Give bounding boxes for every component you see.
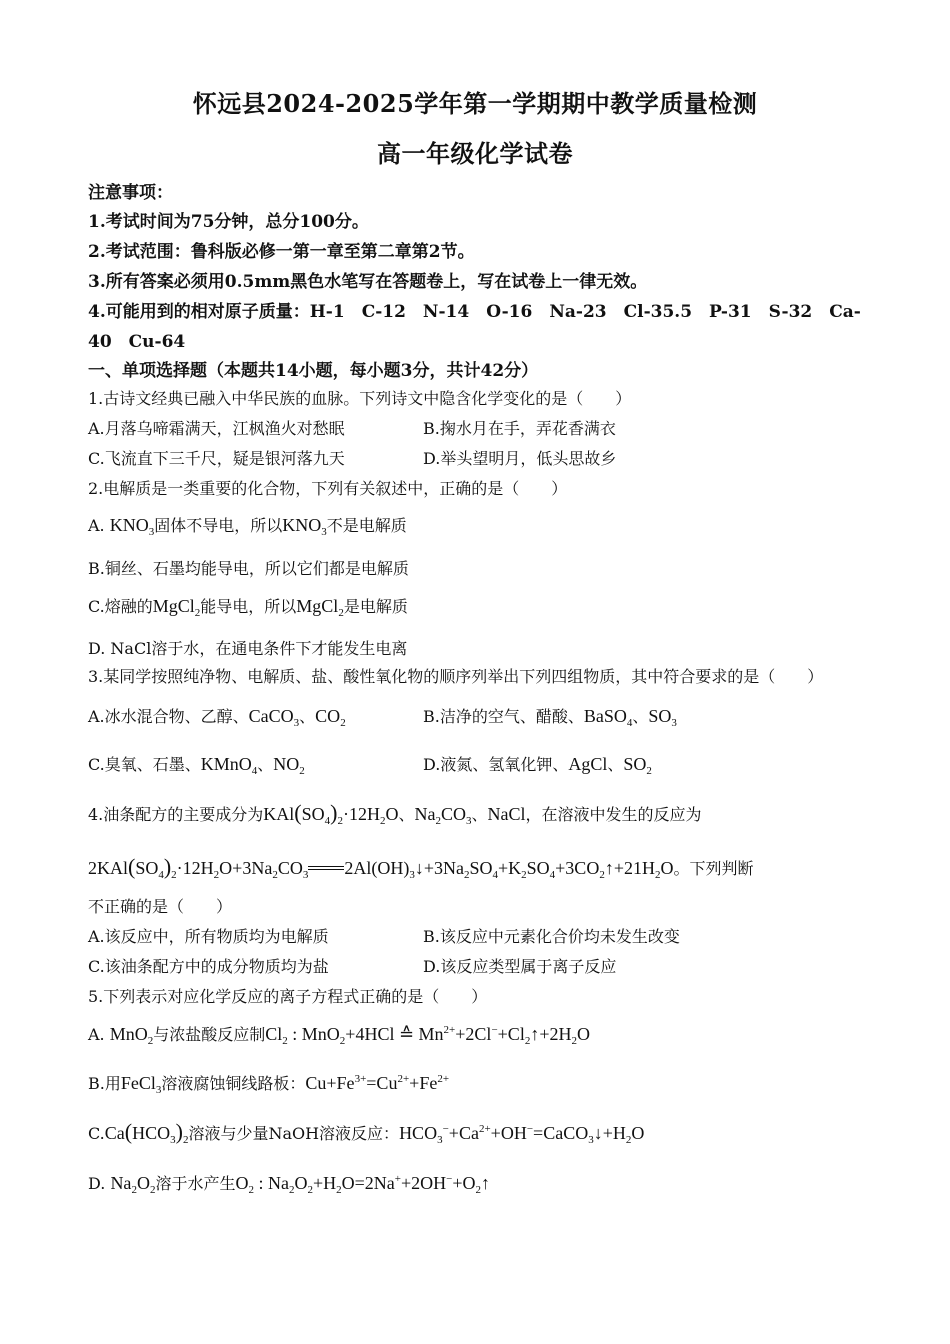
q5-option-b: B.用FeCl$_3$溶液腐蚀铜线路板：$Cu+Fe^{3+}=Cu^{2+}+Fe^{2+}$: [88, 1073, 450, 1096]
note-item: 40 Cu-64: [88, 332, 186, 352]
question-2-stem: 2.电解质是一类重要的化合物，下列有关叙述中，正确的是（ ）: [88, 479, 568, 498]
exam-title: 怀远县2024-2025学年第一学期期中教学质量检测: [192, 89, 758, 118]
q4-equation: $2KAl(SO_4)_2\cdot 12H_2O+3Na_2CO_3$ $2Al(OH)_3↓+3Na_2SO_4+K_2SO_4+3CO_2↑+21H_2O$。下列判断: [88, 854, 754, 881]
note-item: 1.考试时间为75分钟，总分100分。: [88, 212, 369, 232]
notes-heading: 注意事项：: [88, 183, 173, 203]
q4-option-a: A.该反应中，所有物质均为电解质: [88, 927, 329, 946]
note-item: 3.所有答案必须用0.5mm黑色水笔写在答题卷上，写在试卷上一律无效。: [88, 272, 648, 292]
question-3-stem: 3.某同学按照纯净物、电解质、盐、酸性氧化物的顺序列举出下列四组物质，其中符合要求的是（ ）: [88, 667, 824, 686]
q1-option-a: A.月落乌啼霜满天，江枫渔火对愁眠: [88, 419, 345, 438]
section-heading: 一、单项选择题（本题共14小题，每小题3分，共计42分）: [88, 361, 539, 381]
question-1-stem: 1.古诗文经典已融入中华民族的血脉。下列诗文中隐含化学变化的是（ ）: [88, 389, 632, 408]
q2-option-a: A. $KNO_3$固体不导电，所以$KNO_3$不是电解质: [88, 515, 407, 538]
q2-option-b: B.铜丝、石墨均能导电，所以它们都是电解质: [88, 559, 409, 578]
question-5-stem: 5.下列表示对应化学反应的离子方程式正确的是（ ）: [88, 987, 488, 1006]
note-item: 4.可能用到的相对原子质量：H-1 C-12 N-14 O-16 Na-23 Cl-35.5 P-31 S-32 Ca-: [88, 302, 861, 322]
q1-option-d: D.举头望明月，低头思故乡: [423, 449, 617, 468]
q3-option-d: D.液氮、氢氧化钾、AgCl、$SO_2$: [423, 754, 652, 777]
question-4-stem-cont: 不正确的是（ ）: [88, 897, 233, 916]
note-item: 2.考试范围：鲁科版必修一第一章至第二章第2节。: [88, 242, 475, 262]
q2-option-c: C.熔融的MgCl$_2$能导电，所以MgCl$_2$是电解质: [88, 596, 408, 619]
q1-option-c: C.飞流直下三千尺，疑是银河落九天: [88, 449, 345, 468]
q3-option-a: A.冰水混合物、乙醇、CaCO$_3$、$CO_2$: [88, 706, 346, 729]
q5-option-d: D. $Na_2O_2$溶于水产生$O_2$ : $Na_2O_2+H_2O=2Na^++2OH^-+O_2↑$: [88, 1173, 490, 1196]
exam-subtitle: 高一年级化学试卷: [377, 139, 573, 168]
q3-option-b: B.洁净的空气、醋酸、BaSO$_4$、$SO_3$: [423, 706, 677, 729]
q5-option-c: $C.Ca(HCO_3)_2$溶液与少量NaOH溶液反应：$HCO_3^-+Ca^{2+}+OH^-=CaCO_3↓+H_2O$: [88, 1119, 645, 1146]
q5-option-a: A. MnO$_2$与浓盐酸反应制$Cl_2$ : MnO$_2$+4HCl ≙ $Mn^{2+}+2Cl^-+Cl_2↑+2H_2O$: [88, 1024, 590, 1047]
q1-option-b: B.掬水月在手，弄花香满衣: [423, 419, 616, 438]
q4-option-b: B.该反应中元素化合价均未发生改变: [423, 927, 680, 946]
q4-option-d: D.该反应类型属于离子反应: [423, 957, 617, 976]
question-4-stem: 4.油条配方的主要成分为$KAl(SO_4)_2\cdot 12H_2O$、$Na_2CO_3$、NaCl，在溶液中发生的反应为: [88, 800, 702, 827]
q4-option-c: C.该油条配方中的成分物质均为盐: [88, 957, 329, 976]
q2-option-d: D. NaCl溶于水，在通电条件下才能发生电离: [88, 639, 408, 658]
q3-option-c: C.臭氧、石墨、KMnO$_4$、$NO_2$: [88, 754, 305, 777]
